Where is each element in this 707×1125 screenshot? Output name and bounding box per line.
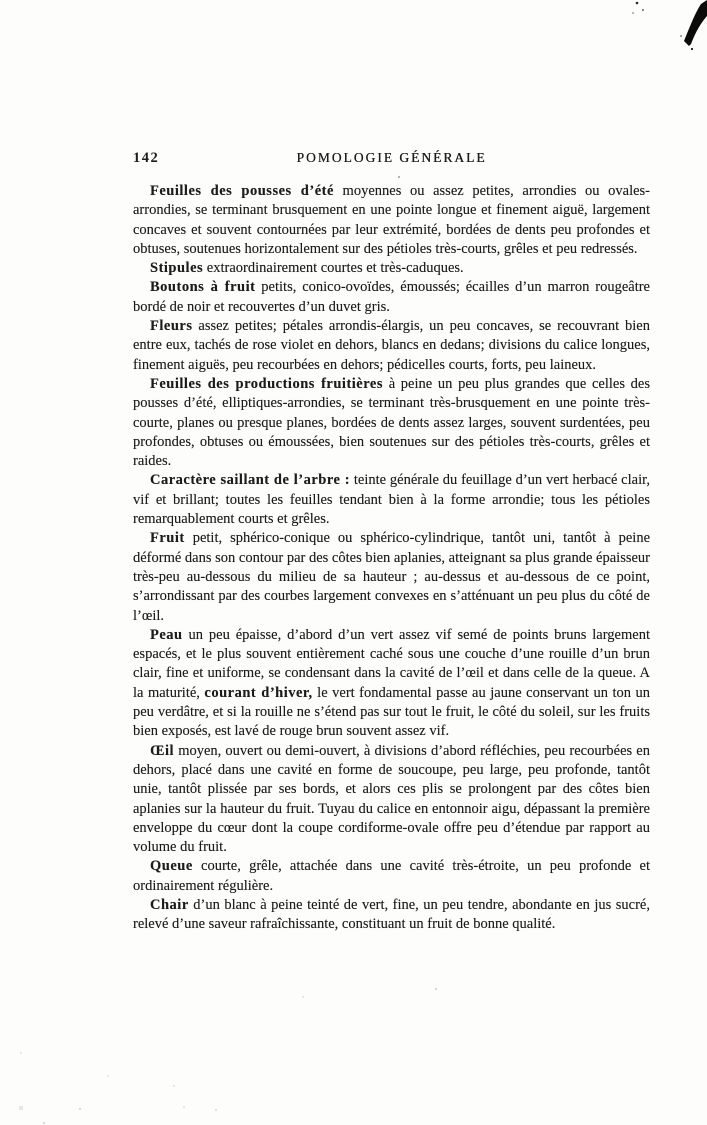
bold-term: Fruit <box>150 530 185 547</box>
bold-term: Queue <box>150 858 193 875</box>
body-text: moyennes ou assez petites, arrondies ou ovales-arrondies, se terminant brusquement en une pointe longue et finement aiguë, largement concaves et souvent contournées par leur extrémité, bordées de dents peu profondes et obtuses, soutenues horizontalement sur des pétioles très-courts, grêles et peu redressés. <box>133 183 651 257</box>
paragraph <box>133 471 650 529</box>
paragraph <box>133 896 650 935</box>
page-number: 142 <box>133 150 160 166</box>
page-body <box>133 182 650 935</box>
body-text: moyen, ouvert ou demi-ouvert, à divisions d’abord réfléchies, peu recourbées en dehors, placé dans une cavité en forme de soucoupe, peu large, peu profonde, tantôt unie, tantôt plissée par ses bords, et alors ces plis se prolongent par des côtes bien aplanies sur la hauteur du fruit. Tuyau du calice en entonnoir aigu, dépassant la première enveloppe du cœur dont la coupe cordiforme-ovale offre peu d’étendue par rapport au volume du fruit. <box>133 742 650 856</box>
paragraph <box>133 375 650 471</box>
paragraph <box>133 742 650 858</box>
ink-stain <box>597 0 707 52</box>
paragraph <box>133 317 650 375</box>
bold-term: Caractère saillant de l’arbre : <box>150 472 351 489</box>
body-text: d’un blanc à peine teinté de vert, fine, un peu tendre, abondante en jus sucré, relevé d’une saveur rafraîchissante, constituant un fruit de bonne qualité. <box>133 896 650 933</box>
running-title: POMOLOGIE GÉNÉRALE <box>296 150 487 165</box>
paragraph <box>133 182 650 259</box>
body-text: un peu épaisse, d’abord d’un vert assez vif semé de points bruns largement espacés, et le plus souvent entièrement caché sous une couche d’une rouille d’un brun clair, fine et uniforme, se condensant dans la cavité de l’œil et dans celle de la queue. A la maturité, <box>133 626 650 701</box>
paragraph <box>133 278 650 317</box>
paragraph <box>133 626 650 742</box>
page-header <box>133 150 650 167</box>
bold-term: Stipules <box>150 260 204 277</box>
paragraph <box>133 529 650 625</box>
body-text: à peine un peu plus grandes que celles des pousses d’été, elliptiques-arrondies, se terminant très-brusquement en une pointe très-courte, planes ou presque planes, bordées de dents assez larges, souvent surdentées, peu profondes, obtuses ou émoussées, bien soutenues sur des pétioles très-courts, grêles et raides. <box>133 375 650 470</box>
bold-term: Feuilles des productions fruitières <box>150 375 383 392</box>
bold-term: Chair <box>150 896 189 913</box>
bold-term: Peau <box>150 626 183 643</box>
bold-term: Boutons à fruit <box>150 279 256 296</box>
paragraph <box>133 259 650 278</box>
body-text: le vert fondamental passe au jaune conservant un ton un peu verdâtre, et si la rouille ne s’étend pas sur tout le fruit, le côté du soleil, sur les fruits bien exposés, est lavé de rouge brun souvent assez vif. <box>133 684 651 740</box>
body-text: teinte générale du feuillage d’un vert herbacé clair, vif et brillant; toutes les feuilles tendant bien à la forme arrondie; tous les pétioles remarquablement courts et grêles. <box>133 472 650 528</box>
paragraph <box>133 857 650 896</box>
book-page <box>133 150 650 935</box>
body-text: petit, sphérico-conique ou sphérico-cylindrique, tantôt uni, tantôt à peine déformé dans son contour par des côtes bien aplanies, atteignant sa plus grande épaisseur très-peu au-dessous du milieu de sa hauteur ; au-dessus et au-dessous de ce point, s’arrondissant par des courbes largement convexes en s’atténuant un peu plus du côté de l’œil. <box>133 530 651 624</box>
bold-term: Feuilles des pousses d’été <box>150 183 334 199</box>
bold-term: Œil <box>150 742 175 759</box>
body-text: extraordinairement courtes et très-caduques. <box>203 260 464 277</box>
paper-specks <box>0 0 2 2</box>
bold-term: Fleurs <box>150 318 193 335</box>
body-text: petits, conico-ovoïdes, émoussés; écailles d’un marron rougeâtre bordé de noir et recouvertes d’un duvet gris. <box>133 279 650 315</box>
bold-term: courant d’hiver, <box>204 684 313 701</box>
body-text: assez petites; pétales arrondis-élargis, un peu concaves, se recouvrant bien entre eux, tachés de rose violet en dehors, blancs en dedans; divisions du calice longues, finement aiguës, peu recourbées en dehors; pédicelles courts, forts, peu laineux. <box>133 318 650 373</box>
body-text: courte, grêle, attachée dans une cavité très-étroite, un peu profonde et ordinairement régulière. <box>133 858 650 894</box>
